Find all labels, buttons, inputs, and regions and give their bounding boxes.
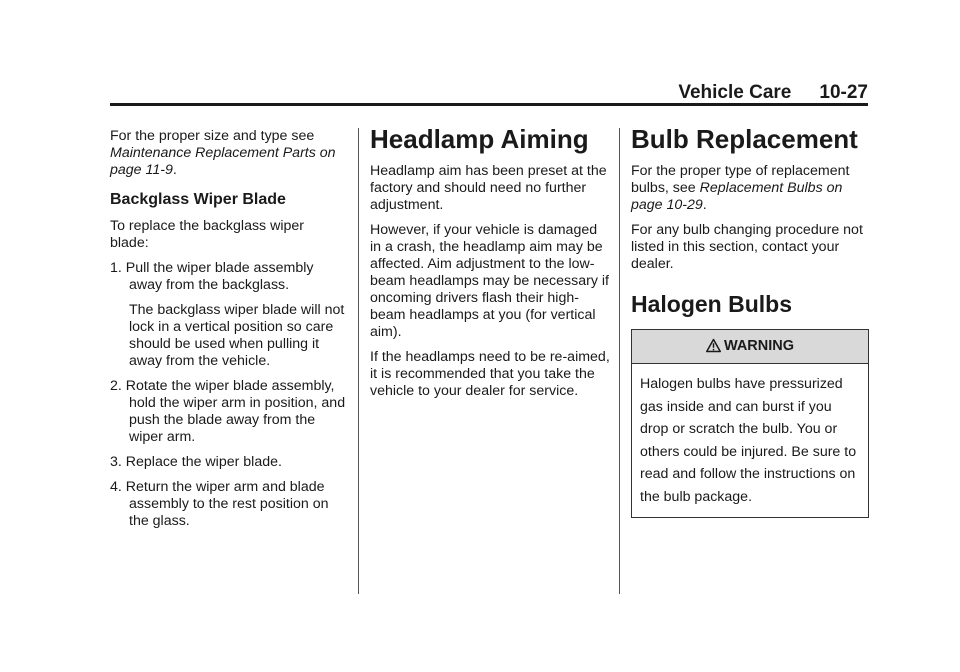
headlamp-paragraph-1: Headlamp aim has been preset at the factory and should need no further adjustment. — [370, 163, 607, 213]
list-item — [110, 260, 346, 370]
header-rule — [110, 103, 868, 106]
column-3 — [631, 124, 869, 518]
step-text: 4. Return the wiper arm and blade assembly to the rest position on the glass. — [110, 479, 329, 529]
warning-triangle-icon — [706, 338, 721, 356]
intro-paragraph — [110, 128, 346, 179]
steps-list — [110, 260, 346, 530]
intro-end: . — [172, 162, 177, 178]
bulb-text-end: . — [702, 197, 707, 213]
column-2 — [370, 124, 610, 408]
step-text: 1. Pull the wiper blade assembly away from the backglass. — [110, 260, 314, 293]
headlamp-aiming-heading: Headlamp Aiming — [370, 124, 589, 154]
backglass-wiper-heading: Backglass Wiper Blade — [110, 191, 286, 208]
list-item — [110, 378, 346, 446]
list-item — [110, 479, 346, 530]
warning-text: Halogen bulbs have pressurized gas inside and can burst if you drop or scratch the bulb. You or others could be injured. Be sure to read and follow the instructions on the bulb package. — [640, 376, 857, 505]
bulb-paragraph-2: For any bulb changing procedure not listed in this section, contact your dealer. — [631, 222, 863, 272]
step-text: 3. Replace the wiper blade. — [110, 454, 282, 470]
step-note: The backglass wiper blade will not lock in a vertical position so care should be used when pulling it away from the vehicle. — [129, 302, 345, 369]
replacement-bulbs-link[interactable]: Replacement Bulbs on page 10-29 — [631, 180, 843, 213]
page-number: 10-27 — [819, 82, 868, 103]
step-text: 2. Rotate the wiper blade assembly, hold the wiper arm in position, and push the blade away from the wiper arm. — [110, 378, 346, 445]
warning-label: WARNING — [723, 338, 795, 354]
maintenance-parts-link[interactable]: Maintenance Replacement Parts on page 11-9 — [110, 145, 336, 178]
bulb-text: For the proper type of replacement bulbs, see — [631, 163, 850, 196]
column-1 — [110, 128, 346, 538]
column-divider — [619, 128, 620, 594]
warning-box — [631, 329, 869, 518]
section-title: Vehicle Care — [678, 82, 792, 103]
bulb-paragraph-1 — [631, 163, 869, 214]
headlamp-paragraph-3: If the headlamps need to be re-aimed, it is recommended that you take the vehicle to your dealer for service. — [370, 349, 610, 399]
page-header — [110, 84, 868, 102]
headlamp-paragraph-2: However, if your vehicle is damaged in a crash, the headlamp aim may be affected. Aim adjustment to the low-beam headlamps may be necessary if oncoming drivers flash their high-beam headlamps at you (for vertical aim). — [370, 222, 609, 340]
warning-header — [632, 330, 868, 364]
bulb-replacement-heading: Bulb Replacement — [631, 124, 858, 154]
halogen-bulbs-heading: Halogen Bulbs — [631, 291, 793, 317]
replace-lead: To replace the backglass wiper blade: — [110, 218, 304, 251]
list-item — [110, 454, 346, 471]
intro-text: For the proper size and type see — [110, 128, 315, 144]
column-divider — [358, 128, 359, 594]
